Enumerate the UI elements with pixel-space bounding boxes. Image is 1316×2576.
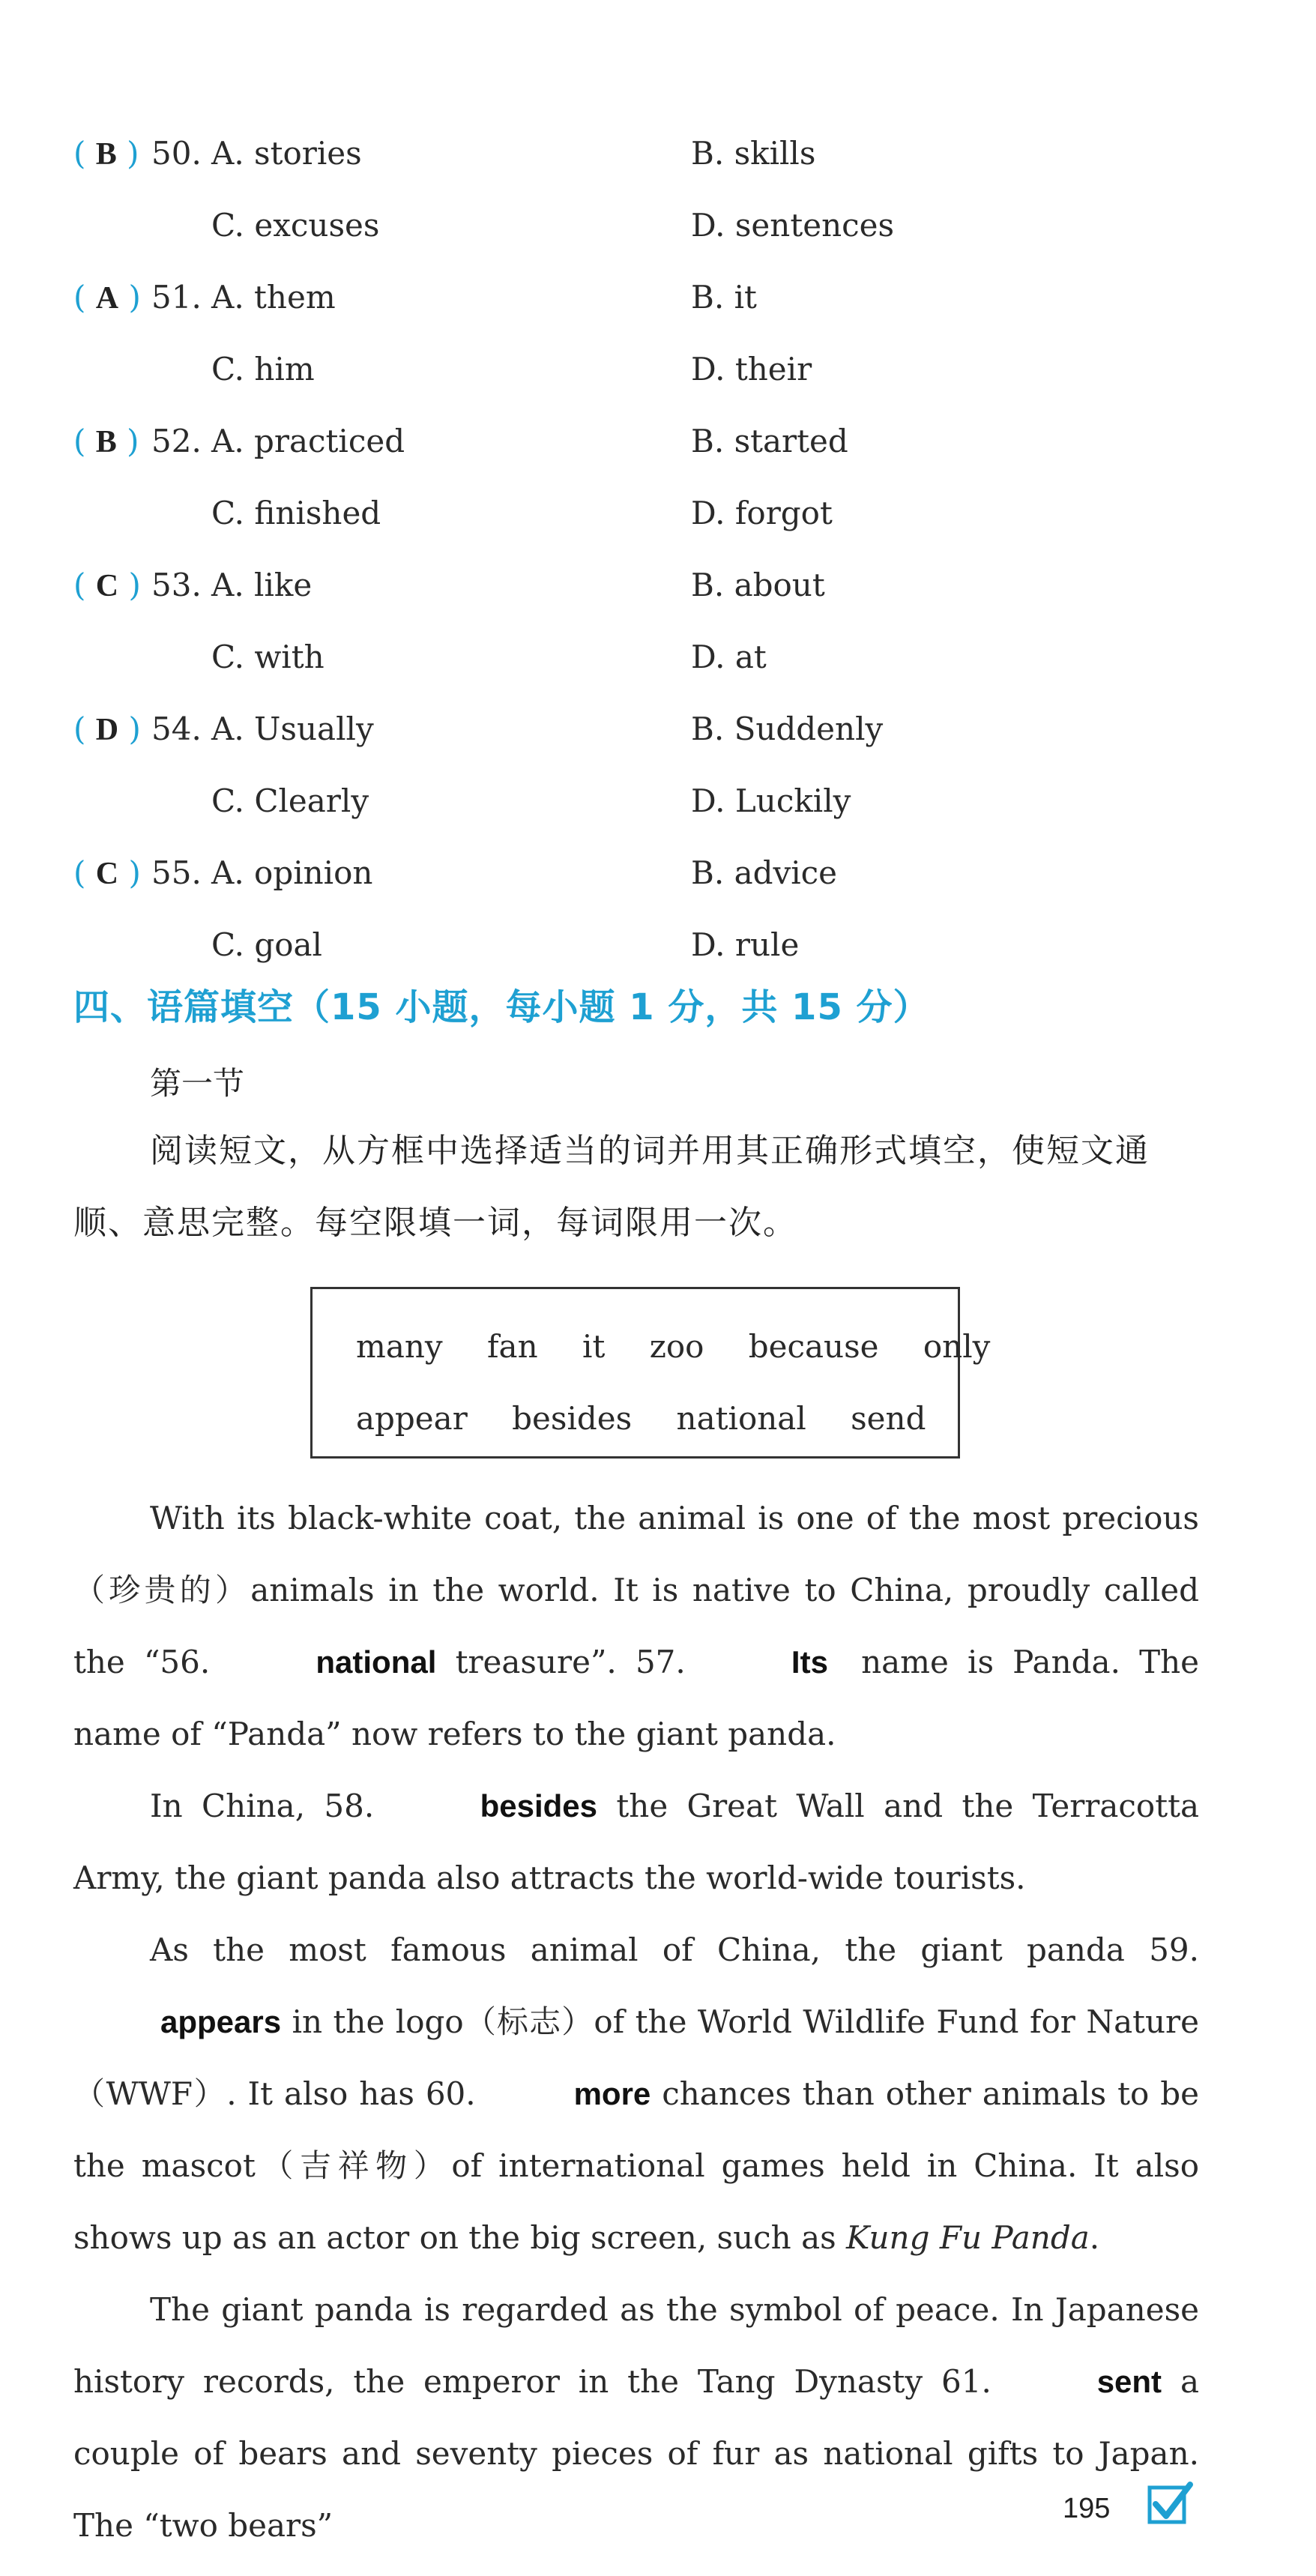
passage-paragraph-1 [73,1482,1199,1770]
word-bank-item: national [676,1400,806,1437]
checkbox-check-icon [1145,2480,1195,2530]
passage-paragraph-2 [73,1770,1199,1914]
option-d: D. forgot [691,495,833,531]
passage-text: name is Panda. The name of “Panda” now refers to the giant panda. [73,1644,1199,1752]
word-bank-line-2 [356,1400,926,1437]
question-55-row-2 [0,909,1316,981]
blank-answer-57: Its [791,1644,828,1680]
word-bank-item: many [356,1328,443,1365]
passage [73,1482,1199,2562]
passage-text: in the logo（标志）of the World Wildlife Fund for Nature（WWF）. It also has 60. [73,2003,1199,2112]
word-bank-item: fan [487,1328,538,1365]
word-bank-item: because [748,1328,879,1365]
passage-text: chances than other animals to be the mascot（吉祥物）of international games held in China. It also shows up as an actor on the big screen, such as [73,2075,1199,2256]
question-52-row-1 [0,405,1316,477]
option-d: D. at [691,639,767,675]
page-number: 195 [1063,2493,1111,2524]
passage-text: treasure”. 57. [455,1644,686,1680]
instruction-text: 阅读短文，从方框中选择适当的词并用其正确形式填空，使短文通顺、意思完整。每空限填一词，每词限用一次。 [73,1132,1150,1242]
option-a: A. opinion [211,854,373,891]
question-number: 52. [151,423,202,459]
question-number: 50. [151,135,202,172]
answer-slot: ( C ) [73,567,141,603]
passage-text: With its black-white coat, the animal is one of the most precious（珍贵的）animals in the world. It is native to China, proudly called the “56. [73,1500,1199,1680]
question-number: 51. [151,279,202,316]
answer-letter: C [95,569,119,603]
passage-text: . [1089,2219,1100,2256]
option-b: B. Suddenly [691,711,884,747]
option-d: D. their [691,351,812,387]
question-55-row-1 [0,837,1316,909]
option-c: C. with [211,639,325,675]
answer-slot: ( B ) [73,423,139,459]
blank-answer-61: sent [1096,2364,1162,2399]
question-50-row-2 [0,190,1316,262]
movie-title: Kung Fu Panda [846,2219,1090,2256]
answer-letter: B [95,137,117,172]
question-number: 54. [151,711,202,747]
question-number: 53. [151,567,202,603]
answer-slot: ( B ) [73,135,139,172]
option-c: C. finished [211,495,381,531]
word-bank-item: only [923,1328,991,1365]
question-53-row-1 [0,549,1316,621]
word-bank-item: send [851,1400,926,1437]
question-number: 55. [151,854,202,891]
word-bank-item: besides [512,1400,633,1437]
option-a: A. Usually [211,711,374,747]
question-50-row-1 [0,118,1316,190]
passage-paragraph-3 [73,1914,1199,2274]
answer-slot: ( A ) [73,279,141,316]
word-bank-line-1 [356,1328,990,1365]
option-c: C. him [211,351,315,387]
question-52-row-2 [0,477,1316,549]
passage-text: a couple of bears and seventy pieces of fur as national gifts to Japan. The “two bears” [73,2363,1199,2544]
passage-text: The giant panda is regarded as the symbol of peace. In Japanese history records, the emperor in the Tang Dynasty 61. [73,2291,1199,2400]
option-d: D. Luckily [691,782,851,819]
section-heading: 四、语篇填空（15 小题，每小题 1 分，共 15 分） [73,986,930,1028]
answer-letter: B [95,425,117,459]
blank-answer-56: national [316,1644,437,1680]
blank-answer-59: appears [160,2004,282,2039]
answer-letter: D [95,713,119,747]
option-a: A. stories [211,135,362,172]
answer-slot: ( D ) [73,711,141,747]
answer-slot: ( C ) [73,854,141,891]
option-b: B. skills [691,135,816,172]
option-c: C. goal [211,926,322,963]
question-51-row-1 [0,262,1316,334]
word-bank-item: zoo [649,1328,704,1365]
option-a: A. them [211,279,336,316]
option-c: C. Clearly [211,782,369,819]
option-a: A. practiced [211,423,405,459]
blank-answer-60: more [573,2076,651,2111]
option-b: B. it [691,279,757,316]
option-b: B. started [691,423,848,459]
question-53-row-2 [0,621,1316,693]
passage-paragraph-4 [73,2274,1199,2562]
option-c: C. excuses [211,207,380,244]
word-bank-box [310,1287,991,1459]
question-51-row-2 [0,334,1316,405]
answer-letter: A [95,281,119,316]
passage-text: the Great Wall and the Terracotta Army, the giant panda also attracts the world-wide tourists. [73,1788,1200,1896]
option-d: D. rule [691,926,800,963]
passage-text: As the most famous animal of China, the giant panda 59. [150,1931,1199,1968]
word-bank-item: appear [356,1400,468,1437]
word-bank-item: it [582,1328,606,1365]
question-54-row-1 [0,693,1316,765]
option-a: A. like [211,567,313,603]
option-d: D. sentences [691,207,895,244]
option-b: B. advice [691,854,838,891]
question-54-row-2 [0,765,1316,837]
blank-answer-58: besides [480,1788,598,1824]
subsection-title: 第一节 [150,1065,245,1102]
answer-letter: C [95,857,119,891]
option-b: B. about [691,567,825,603]
passage-text: In China, 58. [150,1788,375,1824]
